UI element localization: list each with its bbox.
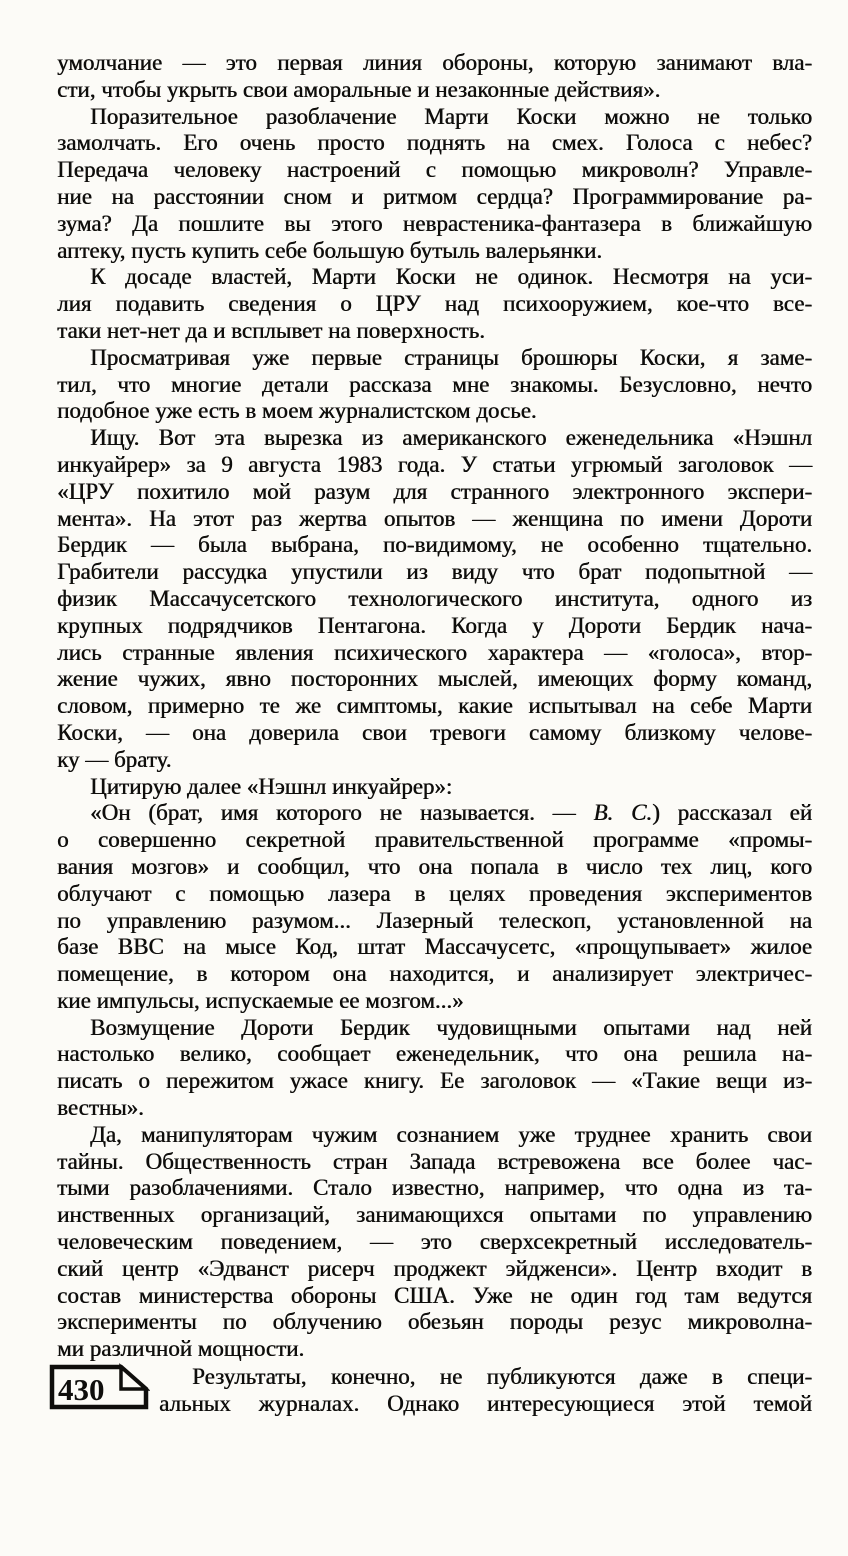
text-line: лия подавить сведения о ЦРУ над психооружием, кое-что все- [57, 291, 812, 317]
page-number: 430 [58, 1372, 105, 1407]
paragraph [57, 345, 812, 425]
text-line: Просматривая уже первые страницы брошюры Коски, я заме- [90, 344, 812, 370]
text-line: Коски, — она доверила свои тревоги самому близкому челове- [57, 719, 812, 745]
page-number-box [48, 1362, 150, 1412]
text-line: писать о пережитом ужасе книгу. Ее заголовок — «Такие вещи из- [57, 1068, 812, 1094]
text-line: настолько велико, сообщает еженедельник, что она решила на- [57, 1041, 812, 1067]
text-line: физик Массачусетского технологического института, одного из [57, 585, 812, 611]
text-line: Результаты, конечно, не публикуются даже в специ- [192, 1364, 812, 1389]
text-line: ский центр «Эдванст рисерч проджект эйдженси». Центр входит в [57, 1255, 812, 1281]
text-line: Возмущение Дороти Бердик чудовищными опытами над ней [90, 1014, 812, 1040]
paragraph [57, 774, 812, 801]
text-line: человеческим поведением, — это сверхсекретный исследователь- [57, 1229, 812, 1255]
text-line: базе ВВС на мысе Код, штат Массачусетс, «прощупывает» жилое [57, 934, 812, 960]
text-line: эксперименты по облучению обезьян породы резус микроволна- [57, 1309, 812, 1335]
author-initials-italic: В. С. [593, 800, 653, 826]
paragraph [57, 1015, 812, 1122]
paragraph [57, 800, 812, 1014]
text-line: замолчать. Его очень просто поднять на смех. Голоса с небес? [57, 130, 812, 156]
text-line [57, 800, 812, 827]
text-line: Бердик — была выбрана, по-видимому, не особенно тщательно. [57, 532, 812, 558]
paragraph [57, 264, 812, 344]
footer-row [48, 1362, 812, 1418]
footer-paragraph [159, 1362, 812, 1418]
text-line: облучают с помощью лазера в целях проведения экспериментов [57, 880, 812, 906]
text-line: ние на расстоянии сном и ритмом сердца? Программирование ра- [57, 183, 812, 209]
paragraph [57, 425, 812, 773]
text-line: ку — брату. [57, 746, 172, 772]
text-block [57, 50, 812, 1363]
text-line: по управлению разумом... Лазерный телескоп, установленной на [57, 907, 812, 933]
text-line: аптеку, пусть купить себе большую бутыль валерьянки. [57, 237, 602, 263]
text-line: альных журналах. Однако интересующиеся этой темой [159, 1390, 812, 1416]
text-segment: ) рассказал ей [652, 800, 813, 826]
text-line: о совершенно секретной правительственной программе «промы- [57, 827, 812, 853]
text-line: тыми разоблачениями. Стало известно, например, что одна из та- [57, 1175, 812, 1201]
text-line: жение чужих, явно посторонних мыслей, имеющих форму команд, [57, 666, 812, 692]
text-line: Цитирую далее «Нэшнл инкуайрер»: [90, 773, 453, 799]
text-line: помещение, в котором она находится, и анализирует электричес- [57, 961, 812, 987]
text-line: умолчание — это первая линия обороны, которую занимают вла- [57, 50, 812, 75]
paragraph [57, 104, 812, 265]
text-line: Да, манипуляторам чужим сознанием уже труднее хранить свои [90, 1121, 812, 1147]
text-line: вестны». [57, 1095, 144, 1121]
text-line: «ЦРУ похитило мой разум для странного электронного экспери- [57, 478, 812, 504]
text-line: ми различной мощности. [57, 1336, 305, 1362]
text-line: Передача человеку настроений с помощью микроволн? Управле- [57, 157, 812, 183]
text-line: лись странные явления психического характера — «голоса», втор- [57, 639, 812, 665]
text-line: тил, что многие детали рассказа мне знакомы. Безусловно, нечто [57, 371, 812, 397]
dog-ear-page-icon [48, 1362, 150, 1412]
text-segment: «Он (брат, имя которого не называется. — [90, 800, 594, 826]
text-line: инкуайрер» за 9 августа 1983 года. У статьи угрюмый заголовок — [57, 451, 812, 477]
text-line: вания мозгов» и сообщил, что она попала в число тех лиц, кого [57, 853, 812, 879]
text-line: состав министерства обороны США. Уже не один год там ведутся [57, 1282, 812, 1308]
text-line: крупных подрядчиков Пентагона. Когда у Дороти Бердик нача- [57, 612, 812, 638]
paragraph [57, 1122, 812, 1363]
text-line: словом, примерно те же симптомы, какие испытывал на себе Марти [57, 693, 812, 719]
text-line: подобное уже есть в моем журналистском досье. [57, 398, 537, 424]
text-line: кие импульсы, испускаемые ее мозгом...» [57, 987, 464, 1013]
text-line: Ищу. Вот эта вырезка из американского еженедельника «Нэшнл [90, 425, 812, 451]
text-line: К досаде властей, Марти Коски не одинок. Несмотря на уси- [90, 264, 812, 290]
text-line: таки нет-нет да и всплывет на поверхность. [57, 317, 485, 343]
paragraph [57, 50, 812, 104]
text-line: Поразительное разоблачение Марти Коски можно не только [90, 103, 812, 129]
text-line: сти, чтобы укрыть свои аморальные и незаконные действия». [57, 76, 661, 102]
text-line: тайны. Общественность стран Запада встревожена все более час- [57, 1148, 812, 1174]
text-line: Грабители рассудка упустили из виду что брат подопытной — [57, 559, 812, 585]
text-line: мента». На этот раз жертва опытов — женщина по имени Дороти [57, 505, 812, 531]
text-line: инственных организаций, занимающихся опытами по управлению [57, 1202, 812, 1228]
text-line: зума? Да пошлите вы этого неврастеника-фантазера в ближайшую [57, 210, 812, 236]
